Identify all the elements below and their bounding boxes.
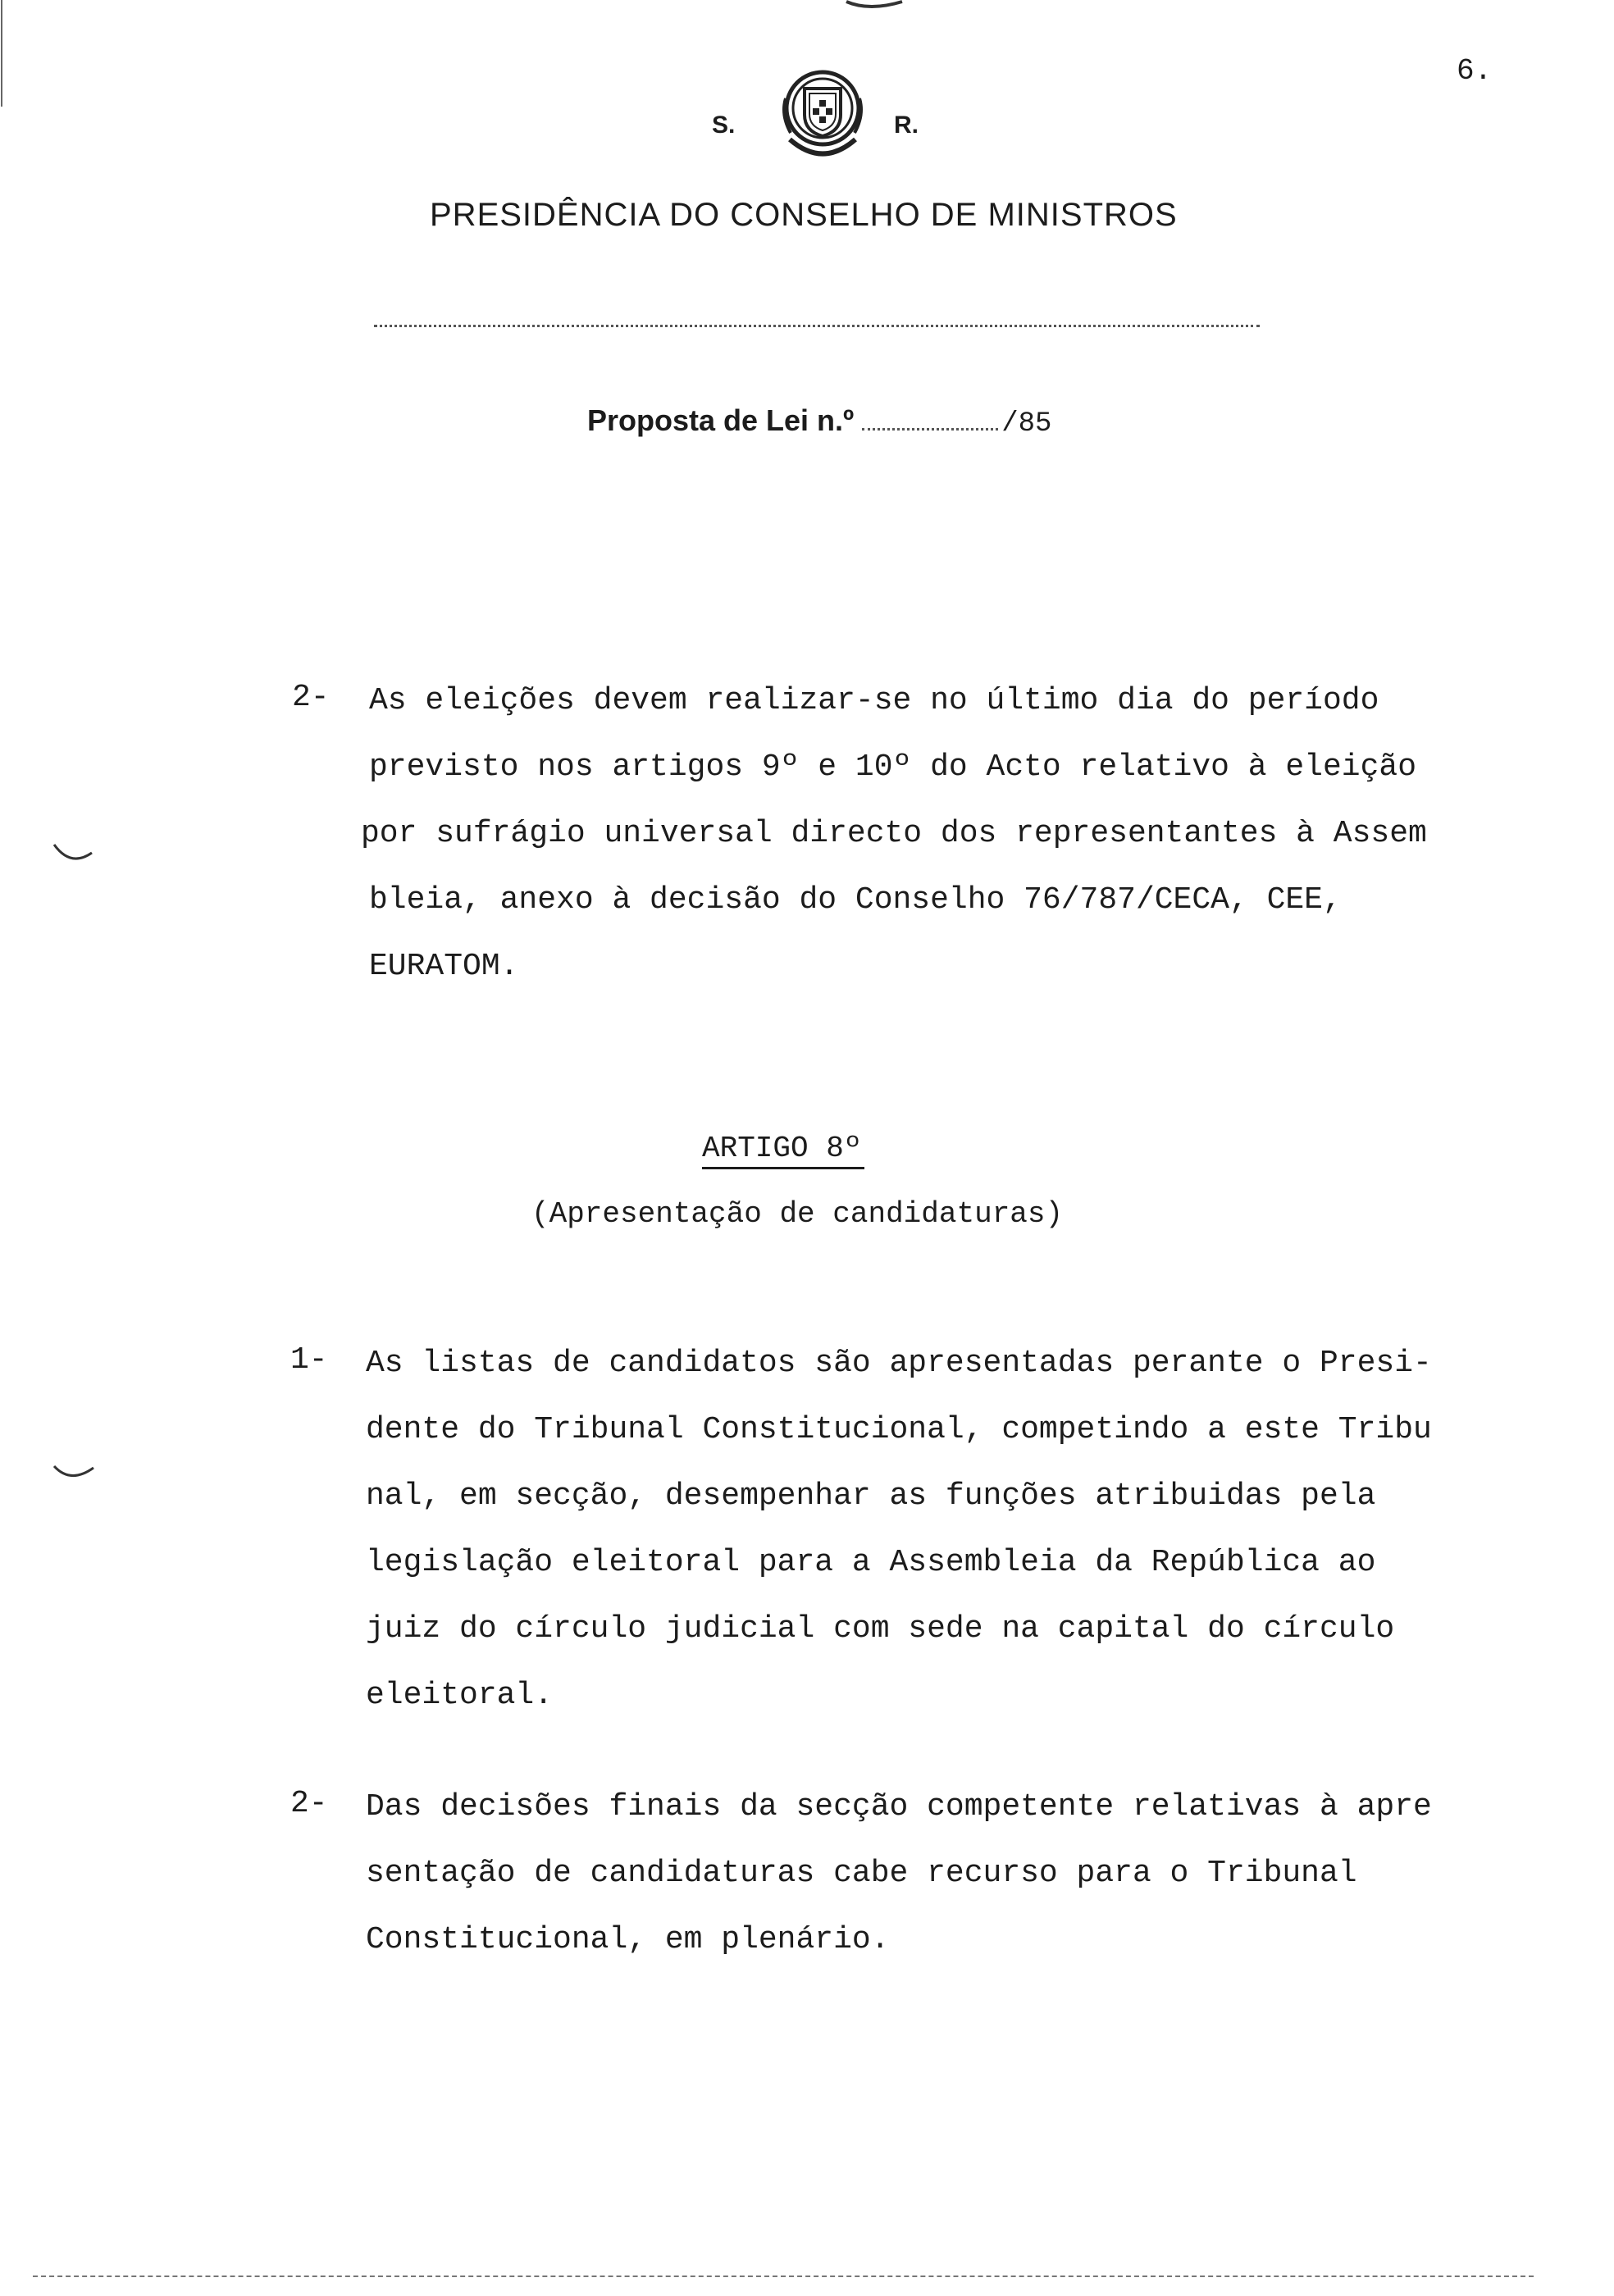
paragraph-line: previsto nos artigos 9º e 10º do Acto relativo à eleição [369, 749, 1417, 785]
letter-r: R. [894, 112, 919, 139]
letter-s: S. [712, 112, 736, 139]
paragraph-line: legislação eleitoral para a Assembleia da República ao [366, 1545, 1376, 1580]
scan-bottom-edge [33, 2276, 1534, 2277]
paragraph-line: nal, em secção, desempenhar as funções atribuidas pela [366, 1478, 1376, 1514]
paragraph-line: juiz do círculo judicial com sede na capital do círculo [366, 1611, 1395, 1647]
paragraph-line: As listas de candidatos são apresentadas perante o Presi- [366, 1346, 1432, 1381]
item-number: 1- [290, 1342, 328, 1378]
paragraph-line: Das decisões finais da secção competente relativas à apre [366, 1789, 1432, 1824]
paragraph-line: bleia, anexo à decisão do Conselho 76/787/CECA, CEE, [369, 882, 1342, 918]
paragraph-line: EURATOM. [369, 949, 519, 984]
paragraph-line: por sufrágio universal directo dos representantes à Assem [361, 816, 1427, 851]
margin-punch-mark [54, 845, 92, 859]
ministry-heading: PRESIDÊNCIA DO CONSELHO DE MINISTROS [430, 197, 1178, 233]
paragraph-line: eleitoral. [366, 1678, 554, 1713]
paragraph-line: Constitucional, em plenário. [366, 1922, 890, 1957]
page-number: 6. [1457, 54, 1493, 88]
margin-punch-mark [54, 1466, 93, 1476]
top-binding-mark [846, 2, 902, 7]
article-subtitle: (Apresentação de candidaturas) [531, 1197, 1064, 1231]
proposal-label: Proposta de Lei n.º [587, 403, 855, 437]
article-title: ARTIGO 8º [702, 1132, 864, 1169]
proposal-year: /85 [1001, 408, 1052, 440]
item-number: 2- [290, 1786, 328, 1821]
paragraph-line: As eleições devem realizar-se no último dia do período [369, 683, 1379, 718]
paragraph-line: sentação de candidaturas cabe recurso para o Tribunal [366, 1856, 1357, 1891]
paragraph-line: dente do Tribunal Constitucional, competindo a este Tribu [366, 1412, 1432, 1447]
item-number: 2- [292, 680, 330, 715]
